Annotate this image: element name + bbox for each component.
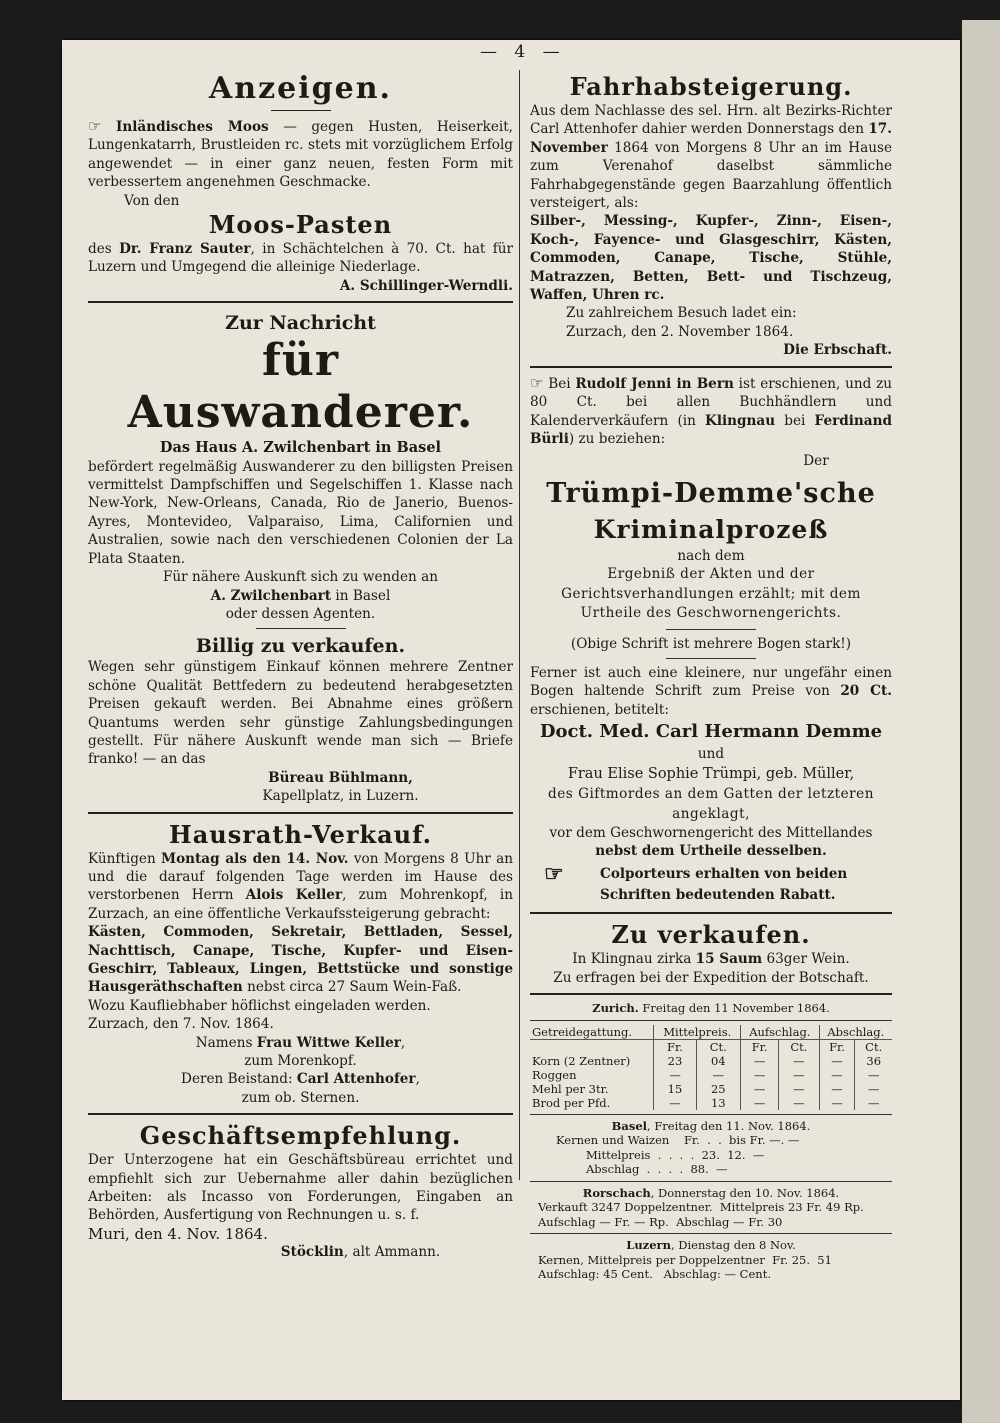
moos-ad-text [88, 117, 513, 192]
text: Künftigen [88, 850, 162, 867]
col-head: Mittelpreis. [654, 1025, 741, 1040]
fahrhab-date: Zurzach, den 2. November 1864. [566, 323, 794, 340]
auswanderer-ad [88, 311, 513, 623]
geschaeft-title: Geschäftsempfehlung. [139, 1121, 462, 1151]
cell: Roggen [532, 1067, 577, 1082]
table-header-row [530, 1025, 892, 1040]
table-row [530, 1082, 892, 1096]
cell: — [741, 1068, 779, 1082]
verkaufen-ad [530, 920, 892, 987]
verkaufen-p2: Zu erfragen bei der Expedition der Botschaft. [553, 969, 869, 986]
kriminal-vor: vor dem Geschwornengericht des Mittellandes [549, 824, 873, 841]
right-column [530, 72, 892, 1282]
hausrath-sternen: zum ob. Sternen. [241, 1089, 360, 1106]
text: In Klingnau zirka [572, 951, 696, 968]
anzeigen-heading: Anzeigen. [209, 71, 392, 106]
billig-ad [88, 634, 513, 805]
text: ) zu beziehen: [568, 430, 666, 447]
text: 20 Ct. [840, 683, 892, 700]
text: Colporteurs erhalten von beiden Schriften bedeutenden Rabatt. [600, 866, 848, 904]
auswanderer-contact: Für nähere Auskunft sich zu wenden an [162, 569, 438, 586]
table-row [530, 1054, 892, 1068]
basel-head [530, 1119, 892, 1134]
billig-sig1: Büreau Bühlmann, [268, 769, 413, 786]
unit: Fr. [819, 1039, 855, 1054]
text: , Dienstag den 8 Nov. [670, 1238, 796, 1253]
unit: Fr. [654, 1039, 696, 1054]
luzern-line: Kernen, Mittelpreis per Doppelzentner Fr. 25. 51 [538, 1252, 832, 1267]
table-rule [530, 1020, 892, 1021]
text: 63ger Wein. [762, 951, 850, 968]
text: , Freitag den 11. Nov. 1864. [647, 1118, 811, 1133]
von-den: Von den [124, 192, 180, 209]
text: Klingnau [705, 412, 776, 429]
text: Frau Wittwe Keller [256, 1034, 401, 1051]
moos-lead: Inländisches Moos [116, 119, 269, 135]
cell: 25 [696, 1082, 741, 1096]
text: von Morgens 8 Uhr an und die darauf folgenden Tage werden im Hause des verstorbenen Herrn [88, 850, 513, 904]
kriminal-gift: des Giftmordes an dem Gatten der letzteren angeklagt, [548, 785, 874, 822]
section-rule [88, 1113, 513, 1115]
hausrath-ad [88, 820, 513, 1108]
table-rule [530, 1181, 892, 1182]
text: Aus dem Nachlasse des sel. Hrn. alt Bezirks-Richter Carl Attenhofer dahier werden Donnerstags den [530, 103, 892, 138]
text: Alois Keller [245, 887, 343, 904]
text: Ferdinand Bürli [530, 412, 892, 447]
text: , [400, 1034, 406, 1051]
cell: — [779, 1082, 819, 1096]
next-page-edge [962, 20, 1000, 1423]
short-rule [256, 628, 346, 629]
zur-nachricht: Zur Nachricht [225, 312, 376, 335]
left-column [88, 72, 513, 1262]
text: in Basel [331, 587, 391, 604]
section-rule [530, 366, 892, 368]
cell: 15 [654, 1082, 696, 1096]
auswanderer-agents: oder dessen Agenten. [225, 605, 376, 622]
cell: — [855, 1068, 892, 1082]
short-rule [666, 629, 756, 630]
hausrath-zum: zum Morenkopf. [244, 1053, 357, 1070]
zurich-table [530, 1025, 892, 1110]
fahrhab-invite: Zu zahlreichem Besuch ladet ein: [566, 305, 797, 322]
section-rule [88, 812, 513, 814]
text: Montag als den 14. Nov. [161, 850, 349, 867]
verkaufen-title: Zu verkaufen. [611, 920, 811, 950]
luzern-head [530, 1238, 892, 1253]
kriminal-desc: Ergebniß der Akten und der Gerichtsverhandlungen erzählt; mit dem Urtheile des Geschwornengerichts. [561, 566, 861, 622]
rorschach-line: Verkauft 3247 Doppelzentner. Mittelpreis 23 Fr. 49 Rp. [538, 1200, 864, 1215]
text: , zum Mohrenkopf, in Zurzach, an eine öffentliche Verkaufssteigerung gebracht: [88, 887, 513, 922]
unit: Fr. [741, 1039, 779, 1054]
hausrath-namens [88, 1034, 513, 1052]
cell: Korn (2 Zentner) [532, 1053, 631, 1068]
geschaeft-body: Der Unterzogene hat ein Geschäftsbüreau errichtet und empfiehlt sich zur Uebernahme aller dahin bezüglichen Arbeiten: als Incasso von Forderungen, Eingaben an Behörden, Ausfertigung von Rechnungen u. s. f. [88, 1152, 513, 1224]
verkaufen-p1 [530, 950, 892, 968]
cell: — [855, 1082, 892, 1096]
kriminal-und: und [697, 746, 725, 763]
unit: Ct. [696, 1039, 741, 1054]
table-row [530, 1096, 892, 1110]
text: 15 Saum [695, 951, 763, 968]
text: , Donnerstag den 10. Nov. 1864. [650, 1185, 840, 1200]
text: , in Schächtelchen à 70. Ct. hat für Luzern und Umgegend die alleinige Niederlage. [88, 241, 514, 276]
fahrhab-ad [530, 72, 892, 360]
kriminal-frau: Frau Elise Sophie Trümpi, geb. Müller, [567, 765, 855, 782]
cell: — [819, 1068, 855, 1082]
billig-title: Billig zu verkaufen. [195, 635, 406, 658]
kriminal-doct: Doct. Med. Carl Hermann Demme [539, 721, 883, 743]
fahrhab-items: Silber-, Messing-, Kupfer-, Zinn-, Eisen-, Koch-, Fayence- und Glasgeschirr, Kästen, Commoden, Canape, Tische, Stühle, Matrazzen, Betten, Bett- und Tischzeug, Waffen, Uhren rc. [530, 213, 892, 304]
luzern-line: Aufschlag: 45 Cent. Abschlag: — Cent. [538, 1267, 771, 1282]
hausrath-title: Hausrath-Verkauf. [169, 819, 432, 849]
auswanderer-contact-name [88, 587, 513, 605]
cell: — [819, 1082, 855, 1096]
geschaeft-date: Muri, den 4. Nov. 1864. [88, 1224, 268, 1243]
cell: 13 [696, 1096, 741, 1110]
text: Bei [543, 375, 576, 392]
pointing-hand-icon: ☞ [88, 117, 102, 135]
kriminal-nebst: nebst dem Urtheile desselben. [595, 843, 827, 860]
text: Basel [611, 1118, 648, 1133]
moos-signature: A. Schillinger-Werndli. [339, 277, 513, 294]
kriminal-nach: nach dem [677, 547, 745, 564]
hausrath-items [88, 923, 513, 997]
kriminal-note: (Obige Schrift ist mehrere Bogen stark!) [570, 635, 852, 652]
fahrhab-sig: Die Erbschaft. [783, 342, 892, 359]
rorschach-head [530, 1186, 892, 1201]
text: Namens [195, 1034, 257, 1051]
cell: — [741, 1096, 779, 1110]
text: Luzern [626, 1238, 671, 1253]
zurich-head [530, 1001, 892, 1016]
blank-cell [530, 1039, 654, 1054]
rorschach-line: Aufschlag — Fr. — Rp. Abschlag — Fr. 30 [538, 1214, 783, 1229]
unit: Ct. [779, 1039, 819, 1054]
col-head: Aufschlag. [741, 1025, 820, 1040]
cell: — [855, 1096, 892, 1110]
hausrath-beistand [88, 1070, 513, 1088]
text: Kästen, Commoden, Sekretair, Bettladen, Sessel, Nachttisch, Canape, Tische, Kupfer- und Eisen-Geschirr, Tableaux, Lingen, Bettstücke und sonstige Hausgeräthschaften [88, 924, 513, 996]
cell: — [741, 1082, 779, 1096]
geschaeft-sig [88, 1243, 513, 1261]
kriminal-title1: Trümpi-Demme'sche [546, 477, 876, 509]
pointing-hand-icon: ☞ [544, 861, 564, 888]
col-head: Getreidegattung. [532, 1024, 633, 1039]
cell: Brod per Pfd. [532, 1095, 611, 1110]
cell: — [654, 1068, 696, 1082]
hausrath-date: Zurzach, den 7. Nov. 1864. [88, 1016, 274, 1033]
unit: Ct. [855, 1039, 892, 1054]
basel-line: Mittelpreis . . . . 23. 12. — [586, 1147, 765, 1162]
cell: 36 [855, 1054, 892, 1068]
table-row [530, 1068, 892, 1082]
kriminal-ad [530, 374, 892, 907]
moos-ad-details [88, 240, 513, 277]
text: Rudolf Jenni in Bern [575, 375, 734, 392]
text: , alt Ammann. [343, 1244, 441, 1261]
cell: 23 [654, 1054, 696, 1068]
cell: 04 [696, 1054, 741, 1068]
text: Stöcklin [280, 1244, 344, 1261]
moos-body: — gegen Husten, Heiserkeit, Lungenkatarrh, Brustleiden rc. stets mit vorzüglichem Erfolg angewendet — in einer ganz neuen, festen Form mit verbessertem angenehmen Geschmacke. [88, 119, 514, 191]
text: Carl Attenhofer [296, 1071, 416, 1088]
cell: Mehl per 3tr. [532, 1081, 609, 1096]
text: 1864 von Morgens 8 Uhr an im Hause zum Verenahof daselbst sämmliche Fahrhabgegenstände gegen Baarzahlung öffentlich versteigert, als: [530, 139, 892, 212]
cell: — [779, 1054, 819, 1068]
basel-line: Kernen und Waizen Fr. . . bis Fr. —. — [556, 1133, 800, 1148]
hausrath-invite: Wozu Kaufliebhaber höflichst eingeladen werden. [88, 997, 431, 1014]
text: , [415, 1071, 420, 1088]
auswanderer-title: für Auswanderer. [127, 335, 474, 439]
kriminal-p2 [530, 664, 892, 719]
market-prices [530, 1001, 892, 1282]
text: A. Zwilchenbart [210, 587, 332, 604]
section-rule [88, 301, 513, 303]
cell: — [819, 1054, 855, 1068]
section-rule [530, 993, 892, 995]
cell: — [654, 1096, 696, 1110]
text: Deren Beistand: [181, 1071, 297, 1088]
kriminal-title2: Kriminalprozeß [593, 514, 829, 544]
short-rule [666, 658, 756, 659]
text: Freitag den 11 November 1864. [638, 1001, 830, 1016]
zwilchenbart-lead: Das Haus A. Zwilchenbart in Basel [159, 439, 442, 457]
kriminal-colp [530, 861, 892, 906]
text: Ferner ist auch eine kleinere, nur ungefähr einen Bogen haltende Schrift zum Preise von [530, 665, 892, 700]
basel-line: Abschlag . . . . 88. — [586, 1162, 728, 1177]
section-rule [530, 912, 892, 914]
table-unit-row [530, 1039, 892, 1054]
billig-body: Wegen sehr günstigem Einkauf können mehrere Zentner schöne Qualität Bettfedern zu bedeutend herabgesetzten Preisen gekauft werden. Bei Abnahme eines größern Quantums werden sehr günstige Zahlungsbedingungen gestellt. Für nähere Auskunft wende man sich — Briefe franko! — an das [88, 659, 513, 768]
moos-ad [88, 117, 513, 295]
table-rule [530, 1233, 892, 1234]
text: nebst circa 27 Saum Wein-Faß. [242, 979, 462, 996]
hausrath-p1 [88, 850, 513, 924]
text: 17. November [530, 121, 892, 156]
cell: — [696, 1068, 741, 1082]
fahrhab-p1 [530, 102, 892, 212]
col-head: Abschlag. [819, 1025, 892, 1040]
text: bei [775, 412, 815, 429]
heading-rule [271, 110, 331, 111]
page-number: — 4 — [480, 42, 566, 62]
billig-sig2: Kapellplatz, in Luzern. [262, 788, 419, 805]
text: erschienen, betitelt: [530, 701, 669, 718]
kriminal-p1 [530, 374, 892, 449]
cell: — [741, 1054, 779, 1068]
cell: — [819, 1096, 855, 1110]
table-rule [530, 1114, 892, 1115]
column-divider [519, 70, 520, 1180]
text: Rorschach [582, 1185, 651, 1200]
auswanderer-body: befördert regelmäßig Auswanderer zu den billigsten Preisen vermittelst Dampfschiffen und Segelschiffen 1. Klasse nach New-York, New-Orleans, Canada, Rio de Janerio, Buenos-Ayres, Montevideo, Valparaiso, Lima, Californien und Australien, sowie nach den verschiedenen Colonien der La Plata Staaten. [88, 458, 513, 567]
cell: — [779, 1096, 819, 1110]
kriminal-der: Der [803, 453, 829, 470]
text: Zurich. [592, 1001, 639, 1016]
dr-sauter: Dr. Franz Sauter [119, 241, 251, 258]
fahrhab-title: Fahrhabsteigerung. [569, 72, 853, 101]
geschaeft-ad [88, 1121, 513, 1261]
text: des [88, 241, 120, 258]
text: ist erschienen, und zu 80 Ct. bei allen Buchhändlern und Kalenderverkäufern (in [530, 375, 892, 429]
cell: — [779, 1068, 819, 1082]
moos-pasten-title: Moos-Pasten [208, 210, 393, 240]
pointing-hand-icon: ☞ [530, 373, 544, 392]
